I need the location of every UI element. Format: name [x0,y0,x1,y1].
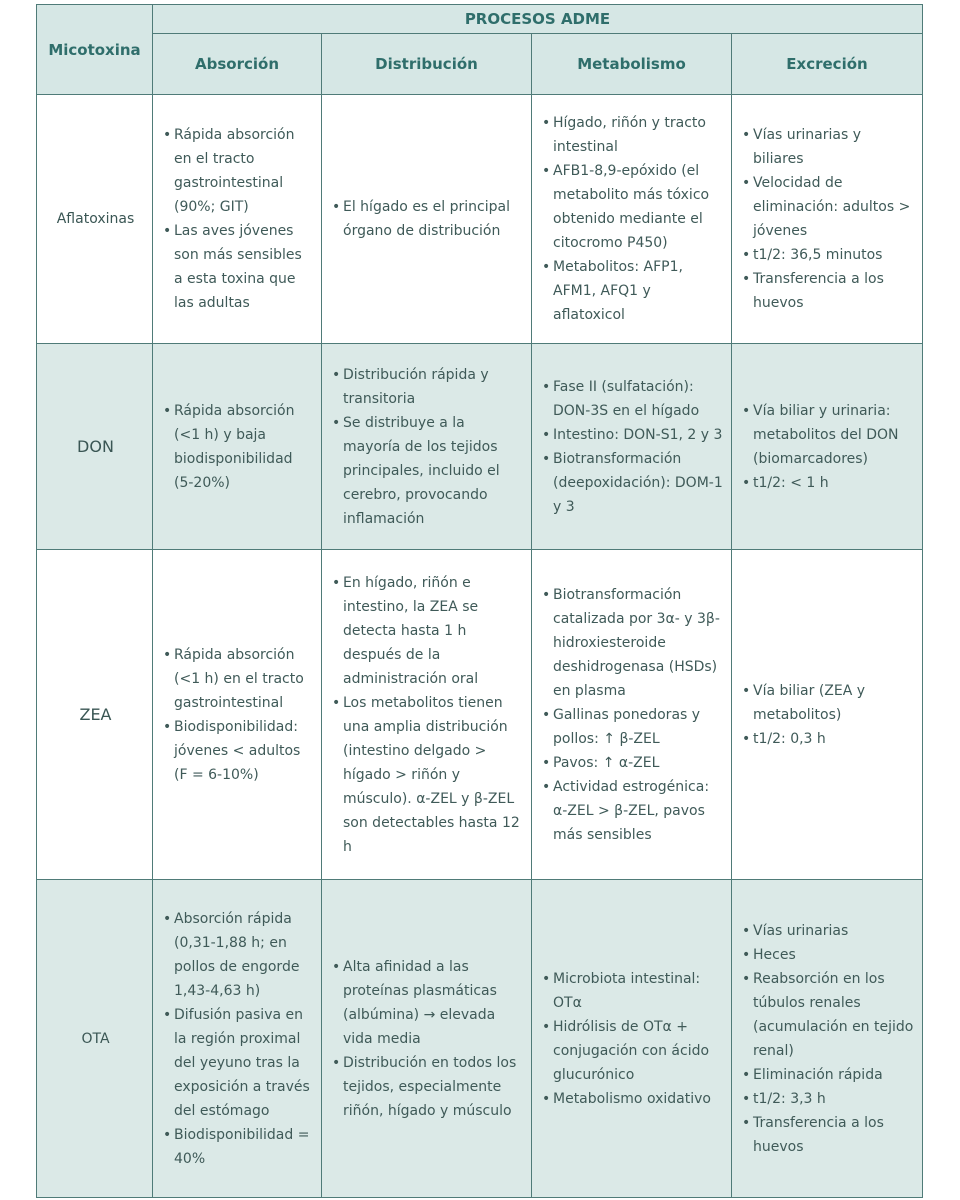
row-don [37,344,923,550]
bullet-item: • Biotransformación catalizada por 3α- y 3β-hidroxiesteroide deshidrogenasa (HSDs) en plasma [542,583,723,703]
bullet-item: • Metabolitos: AFP1, AFM1, AFQ1 y aflatoxicol [542,255,723,327]
bullet-item: • AFB1-8,9-epóxido (el metabolito más tóxico obtenido mediante el citocromo P450) [542,159,723,255]
cell-excrecion-aflatoxinas [732,95,923,344]
bullet-item: • Distribución en todos los tejidos, especialmente riñón, hígado y músculo [332,1051,523,1123]
bullet-list [332,571,523,859]
adme-table [36,4,923,1198]
bullet-item: • En hígado, riñón e intestino, la ZEA se detecta hasta 1 h después de la administración oral [332,571,523,691]
bullet-item: • Difusión pasiva en la región proximal del yeyuno tras la exposición a través del estómago [163,1003,313,1123]
header-metabolismo: Metabolismo [532,34,732,95]
bullet-item: • Fase II (sulfatación): DON-3S en el hígado [542,375,723,423]
bullet-item: • Alta afinidad a las proteínas plasmáticas (albúmina) → elevada vida media [332,955,523,1051]
cell-absorcion-aflatoxinas [153,95,322,344]
bullet-item: • Pavos: ↑ α-ZEL [542,751,723,775]
bullet-list [332,195,523,243]
cell-micotoxina-zea: ZEA [37,550,153,880]
header-excrecion: Excreción [732,34,923,95]
bullet-list [332,363,523,531]
cell-excrecion-zea [732,550,923,880]
header-absorcion: Absorción [153,34,322,95]
bullet-item: • t1/2: 3,3 h [742,1087,914,1111]
header-procesos-adme: PROCESOS ADME [153,5,923,34]
row-ota [37,880,923,1198]
bullet-item: • Eliminación rápida [742,1063,914,1087]
bullet-item: • Intestino: DON-S1, 2 y 3 [542,423,723,447]
bullet-item: • Vía biliar (ZEA y metabolitos) [742,679,914,727]
bullet-list [742,919,914,1159]
table-header [37,5,923,95]
bullet-item: • Microbiota intestinal: OTα [542,967,723,1015]
bullet-item: • Distribución rápida y transitoria [332,363,523,411]
row-aflatoxinas [37,95,923,344]
bullet-item: • Transferencia a los huevos [742,1111,914,1159]
cell-distribucion-zea [322,550,532,880]
bullet-item: • Vías urinarias y biliares [742,123,914,171]
bullet-item: • Biodisponibilidad = 40% [163,1123,313,1171]
bullet-item: • Velocidad de eliminación: adultos > jóvenes [742,171,914,243]
cell-excrecion-ota [732,880,923,1198]
bullet-item: • Vías urinarias [742,919,914,943]
table-body [37,95,923,1198]
cell-metabolismo-ota [532,880,732,1198]
bullet-item: • Absorción rápida (0,31-1,88 h; en pollos de engorde 1,43-4,63 h) [163,907,313,1003]
bullet-item: • Transferencia a los huevos [742,267,914,315]
cell-absorcion-zea [153,550,322,880]
cell-distribucion-aflatoxinas [322,95,532,344]
bullet-list [163,123,313,315]
bullet-list [542,375,723,519]
bullet-list [742,399,914,495]
cell-excrecion-don [732,344,923,550]
bullet-item: • Biodisponibilidad: jóvenes < adultos (F = 6-10%) [163,715,313,787]
bullet-item: • Reabsorción en los túbulos renales (acumulación en tejido renal) [742,967,914,1063]
bullet-list [163,399,313,495]
bullet-list [163,643,313,787]
cell-absorcion-ota [153,880,322,1198]
bullet-item: • Metabolismo oxidativo [542,1087,723,1111]
row-zea [37,550,923,880]
adme-table-container [36,4,922,1196]
bullet-item: • Rápida absorción (<1 h) y baja biodisponibilidad (5-20%) [163,399,313,495]
cell-micotoxina-don: DON [37,344,153,550]
cell-absorcion-don [153,344,322,550]
bullet-list [542,111,723,327]
bullet-list [163,907,313,1171]
bullet-item: • Heces [742,943,914,967]
bullet-list [742,679,914,751]
bullet-item: • Vía biliar y urinaria: metabolitos del DON (biomarcadores) [742,399,914,471]
bullet-item: • Se distribuye a la mayoría de los tejidos principales, incluido el cerebro, provocando inflamación [332,411,523,531]
bullet-list [742,123,914,315]
bullet-item: • El hígado es el principal órgano de distribución [332,195,523,243]
bullet-item: • Hígado, riñón y tracto intestinal [542,111,723,159]
bullet-item: • Las aves jóvenes son más sensibles a esta toxina que las adultas [163,219,313,315]
bullet-item: • Rápida absorción (<1 h) en el tracto gastrointestinal [163,643,313,715]
bullet-item: • Rápida absorción en el tracto gastrointestinal (90%; GIT) [163,123,313,219]
bullet-item: • t1/2: 36,5 minutos [742,243,914,267]
bullet-item: • Biotransformación (deepoxidación): DOM-1 y 3 [542,447,723,519]
bullet-item: • t1/2: 0,3 h [742,727,914,751]
header-micotoxina: Micotoxina [37,5,153,95]
bullet-list [332,955,523,1123]
cell-metabolismo-aflatoxinas [532,95,732,344]
header-distribucion: Distribución [322,34,532,95]
cell-micotoxina-aflatoxinas: Aflatoxinas [37,95,153,344]
bullet-item: • Actividad estrogénica: α-ZEL > β-ZEL, pavos más sensibles [542,775,723,847]
cell-distribucion-ota [322,880,532,1198]
bullet-item: • Gallinas ponedoras y pollos: ↑ β-ZEL [542,703,723,751]
bullet-item: • Hidrólisis de OTα + conjugación con ácido glucurónico [542,1015,723,1087]
cell-metabolismo-don [532,344,732,550]
bullet-item: • t1/2: < 1 h [742,471,914,495]
cell-micotoxina-ota: OTA [37,880,153,1198]
bullet-list [542,583,723,847]
bullet-item: • Los metabolitos tienen una amplia distribución (intestino delgado > hígado > riñón y músculo). α-ZEL y β-ZEL son detectables hasta 12 h [332,691,523,859]
bullet-list [542,967,723,1111]
cell-distribucion-don [322,344,532,550]
cell-metabolismo-zea [532,550,732,880]
